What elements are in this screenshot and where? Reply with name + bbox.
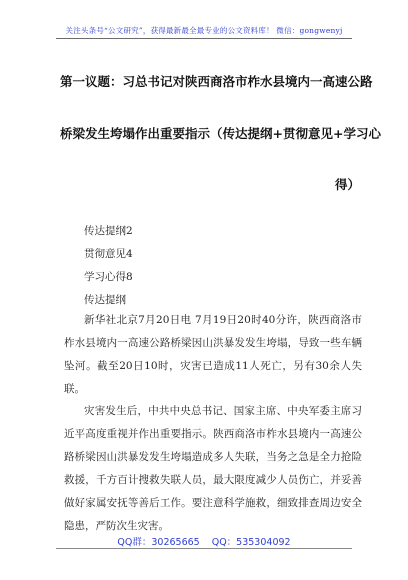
toc-item-implementation: 贯彻意见4 — [84, 248, 133, 260]
toc-item-study-notes: 学习心得8 — [84, 271, 133, 283]
title-line-2: 桥梁发生垮塌作出重要指示（传达提纲+贯彻意见+学习心 — [60, 126, 381, 141]
header-note: 关注头条号“公文研究”，获得最新最全最专业的公文资料库！ 微信：gongwenyj — [65, 26, 343, 35]
title-line-1: 第一议题：习总书记对陕西商洛市柞水县境内一高速公路 — [60, 74, 373, 89]
body-paragraph-2: 灾害发生后，中共中央总书记、国家主席、中央军委主席习近平高度重视并作出重要指示。陕西商洛市柞水县境内一高速公路桥梁因山洪暴发发生垮塌造成多人失联，当务之急是全力抢险救援，千方百计搜救失联人员，最大限度减少人员伤亡，并妥善做好家属安抚等善后工作。要注意科学施救，细致排查周边安全隐患，严防次生灾害。 — [64, 405, 362, 532]
body-paragraph-1: 新华社北京7月20日电 7月19日20时40分许，陕西商洛市柞水县境内一高速公路桥梁因山洪暴发发生垮塌，导致一些车辆坠河。截至20日10时，灾害已造成11人死亡，另有30余人失联。 — [64, 314, 362, 395]
section-heading-transmit-outline: 传达提纲 — [84, 294, 126, 306]
footer-qq: QQ：535304092 — [211, 537, 291, 548]
header-divider — [56, 38, 352, 39]
footer-divider — [56, 548, 352, 549]
footer-qq-group: QQ群：30265665 — [117, 537, 200, 548]
footer-contact — [0, 534, 408, 548]
toc-item-transmit-outline: 传达提纲2 — [84, 225, 133, 237]
title-line-3: 得） — [334, 177, 360, 192]
